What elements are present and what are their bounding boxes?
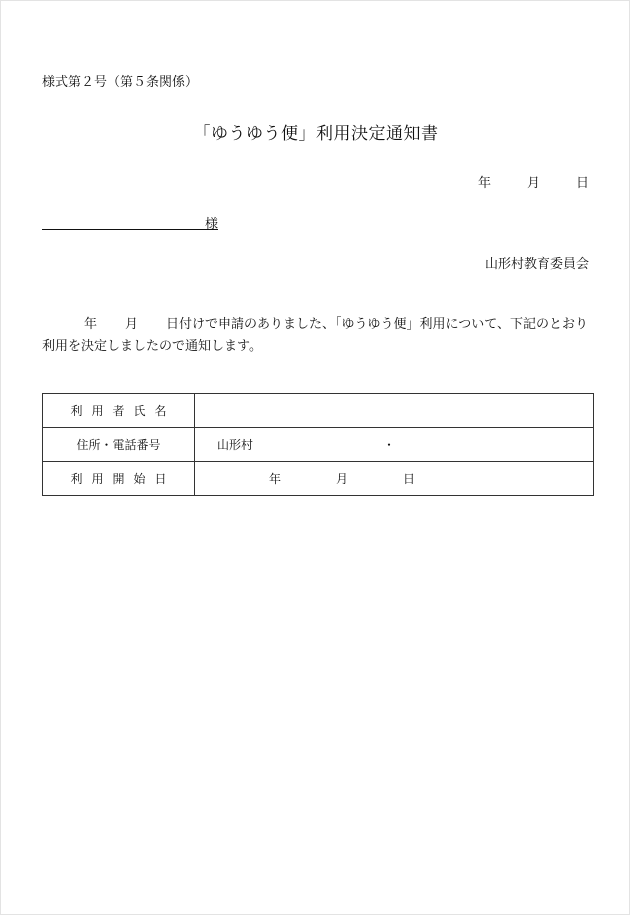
table-row-start-date bbox=[43, 462, 594, 496]
label-user-name: 利用者氏名 bbox=[43, 394, 195, 428]
value-address-phone bbox=[195, 428, 594, 462]
value-start-date bbox=[195, 462, 594, 496]
notice-body bbox=[42, 314, 594, 358]
body-month: 月 bbox=[125, 317, 139, 332]
usage-info-table bbox=[42, 393, 594, 496]
table-row-user-name bbox=[43, 394, 594, 428]
start-date-year: 年 bbox=[269, 472, 282, 486]
body-day-rest: 日付けで申請のありました、「ゆうゆう便」利用について、下記のとおり利用を決定しましたので通知します。 bbox=[42, 317, 589, 354]
value-user-name bbox=[195, 394, 594, 428]
form-number: 様式第２号（第５条関係） bbox=[42, 75, 199, 90]
issuer-name: 山形村教育委員会 bbox=[484, 257, 589, 272]
label-address-phone: 住所・電話番号 bbox=[43, 428, 195, 462]
issue-date-month: 月 bbox=[526, 176, 540, 191]
recipient-honorific: 様 bbox=[204, 217, 218, 232]
issue-date-day: 日 bbox=[575, 176, 589, 191]
body-year: 年 bbox=[84, 317, 98, 332]
start-date-month: 月 bbox=[336, 472, 349, 486]
address-prefix: 山形村 bbox=[217, 438, 254, 452]
issue-date-year: 年 bbox=[477, 176, 491, 191]
start-date-day: 日 bbox=[403, 472, 416, 486]
address-phone-separator: ・ bbox=[383, 438, 396, 452]
issue-date bbox=[478, 172, 589, 191]
document-title: 「ゆうゆう便」利用決定通知書 bbox=[193, 124, 439, 144]
table-row-address-phone bbox=[43, 428, 594, 462]
recipient-name-line bbox=[42, 213, 218, 230]
label-start-date: 利用開始日 bbox=[43, 462, 195, 496]
